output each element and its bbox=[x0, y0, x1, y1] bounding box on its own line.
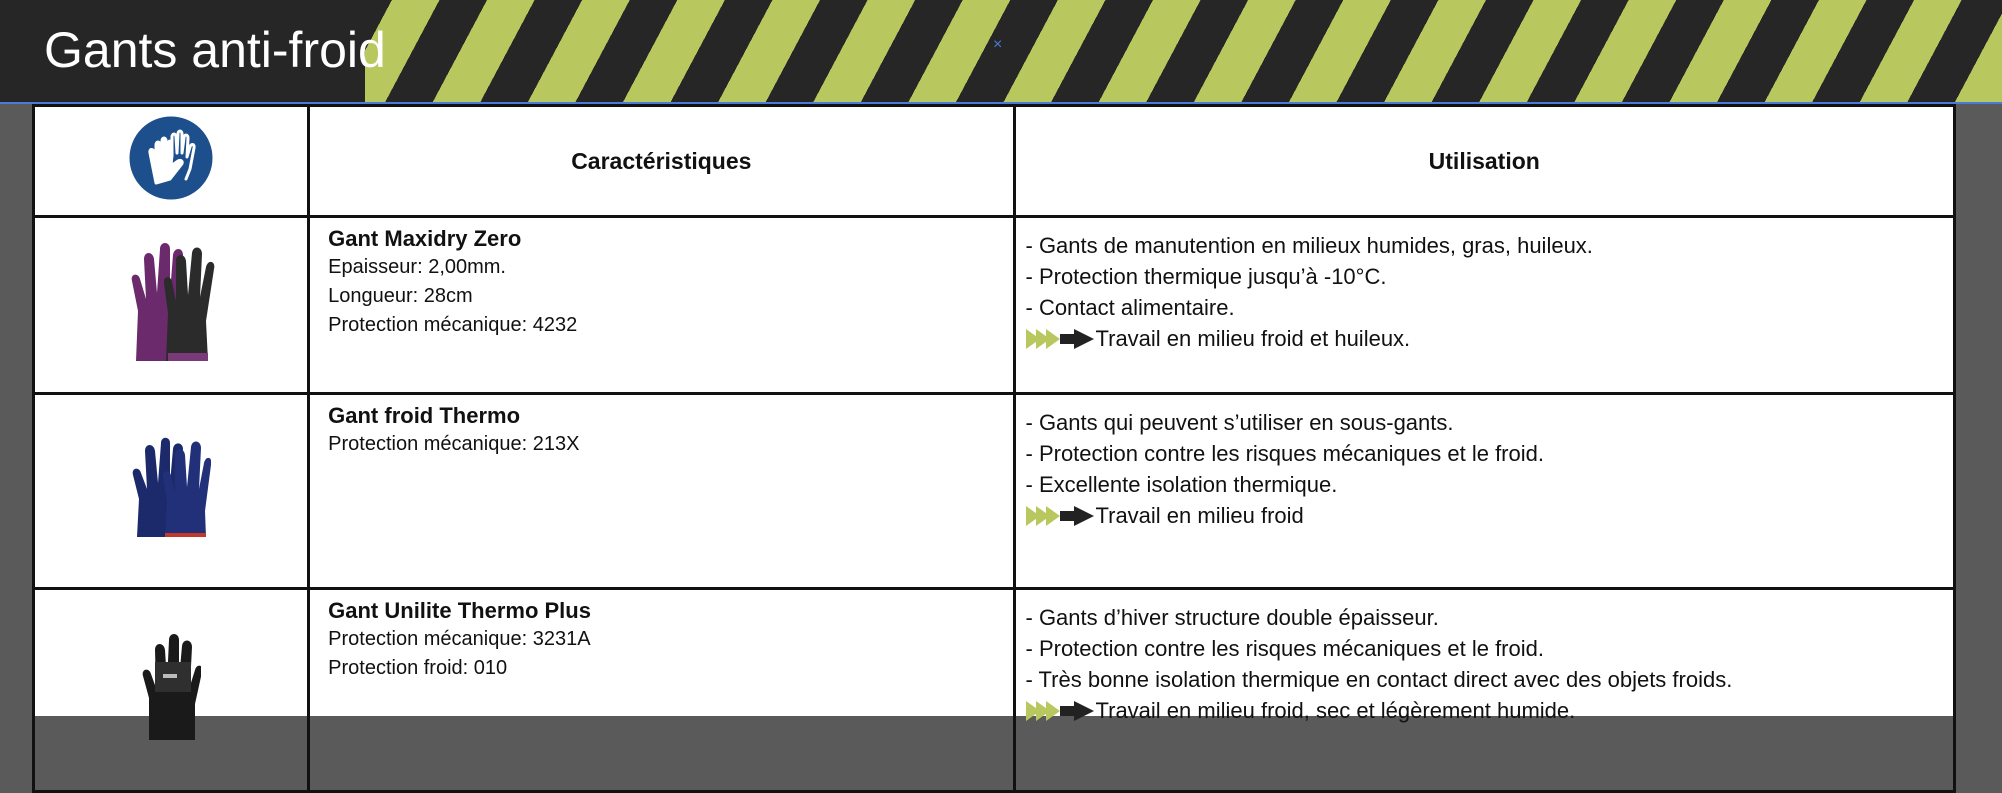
glove-froid-thermo-image bbox=[131, 437, 211, 541]
glove-image-cell bbox=[34, 589, 309, 792]
usage-conclusion bbox=[1026, 695, 1944, 726]
usage-line: - Gants d’hiver structure double épaisseur. bbox=[1025, 605, 1439, 630]
usage-cell bbox=[1014, 217, 1955, 394]
usage-line: - Gants de manutention en milieux humides, gras, huileux. bbox=[1025, 233, 1593, 258]
table-header-row bbox=[34, 106, 1955, 217]
gloves-table bbox=[32, 104, 1956, 723]
usage-line: - Contact alimentaire. bbox=[1025, 295, 1235, 320]
characteristics-cell bbox=[309, 394, 1014, 589]
product-name: Gant Maxidry Zero bbox=[328, 226, 522, 251]
spec-line: Longueur: 28cm bbox=[328, 285, 473, 307]
conclusion-text: Travail en milieu froid bbox=[1095, 503, 1304, 528]
spec-line: Epaisseur: 2,00mm. bbox=[328, 256, 506, 278]
arrow-icon bbox=[1026, 701, 1090, 721]
mandatory-gloves-icon bbox=[126, 111, 216, 206]
usage-line: - Excellente isolation thermique. bbox=[1025, 472, 1338, 497]
spec-line: Protection froid: 010 bbox=[328, 657, 508, 679]
usage-conclusion bbox=[1026, 500, 1944, 531]
usage-line: - Très bonne isolation thermique en contact direct avec des objets froids. bbox=[1025, 667, 1733, 692]
page-title: Gants anti-froid bbox=[44, 22, 386, 78]
spec-line: Protection mécanique: 213X bbox=[328, 433, 580, 455]
close-icon[interactable]: × bbox=[993, 36, 1003, 53]
conclusion-text: Travail en milieu froid et huileux. bbox=[1095, 326, 1411, 351]
header-characteristics: Caractéristiques bbox=[309, 106, 1014, 217]
table-row bbox=[34, 589, 1955, 792]
table-row bbox=[34, 217, 1955, 394]
product-name: Gant Unilite Thermo Plus bbox=[328, 598, 591, 623]
header-icon-cell bbox=[34, 106, 309, 217]
characteristics-cell bbox=[309, 589, 1014, 792]
glove-image-cell bbox=[34, 217, 309, 394]
product-name: Gant froid Thermo bbox=[328, 403, 521, 428]
spec-line: Protection mécanique: 4232 bbox=[328, 314, 578, 336]
glove-image-cell bbox=[34, 394, 309, 589]
usage-line: - Gants qui peuvent s’utiliser en sous-gants. bbox=[1025, 410, 1454, 435]
glove-maxidry-zero-image bbox=[126, 241, 216, 365]
arrow-icon bbox=[1026, 506, 1090, 526]
conclusion-text: Travail en milieu froid, sec et légèrement humide. bbox=[1095, 698, 1576, 723]
usage-line: - Protection contre les risques mécaniques et le froid. bbox=[1025, 441, 1544, 466]
usage-line: - Protection contre les risques mécaniques et le froid. bbox=[1025, 636, 1544, 661]
characteristics-cell bbox=[309, 217, 1014, 394]
hazard-stripes bbox=[365, 0, 2002, 103]
table-row bbox=[34, 394, 1955, 589]
usage-conclusion bbox=[1026, 323, 1944, 354]
usage-line: - Protection thermique jusqu’à -10°C. bbox=[1025, 264, 1387, 289]
page-header bbox=[0, 0, 2002, 103]
spec-line: Protection mécanique: 3231A bbox=[328, 628, 591, 650]
usage-cell bbox=[1014, 589, 1955, 792]
usage-cell bbox=[1014, 394, 1955, 589]
header-usage: Utilisation bbox=[1014, 106, 1955, 217]
glove-unilite-thermo-plus-image bbox=[141, 632, 201, 744]
arrow-icon bbox=[1026, 329, 1090, 349]
